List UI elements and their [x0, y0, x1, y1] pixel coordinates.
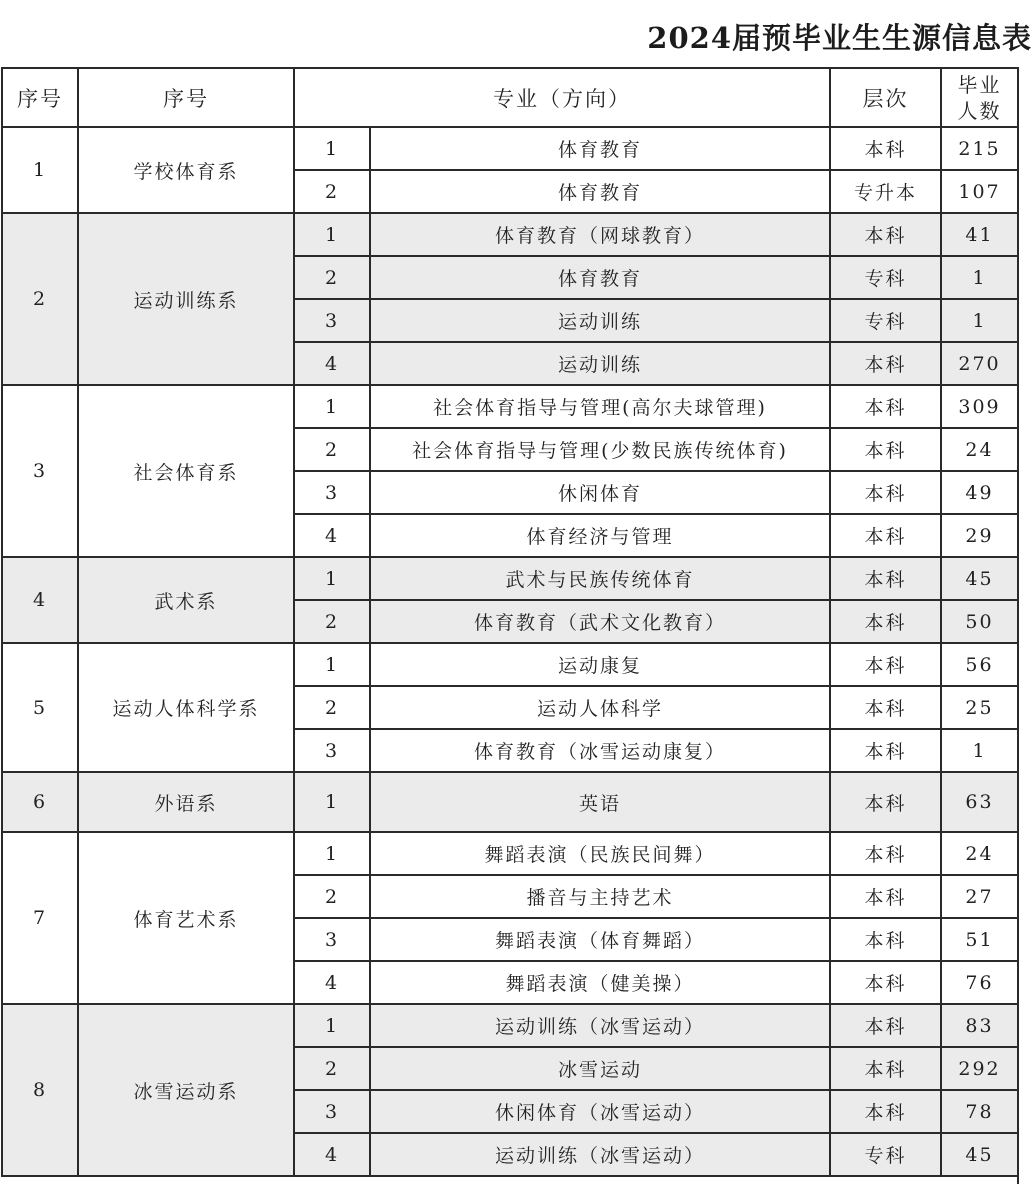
level-cell: 本科	[830, 1047, 941, 1090]
major-name-cell: 体育教育	[370, 127, 830, 170]
major-name-cell: 舞蹈表演（体育舞蹈）	[370, 918, 830, 961]
major-seq-cell: 2	[294, 600, 370, 643]
level-cell: 本科	[830, 213, 941, 256]
dept-name-cell: 体育艺术系	[78, 832, 294, 1004]
dept-seq-cell: 1	[2, 127, 78, 213]
level-cell: 本科	[830, 961, 941, 1004]
level-cell: 本科	[830, 772, 941, 832]
count-cell: 45	[941, 1133, 1018, 1176]
level-cell: 本科	[830, 875, 941, 918]
count-cell: 41	[941, 213, 1018, 256]
level-cell: 专科	[830, 299, 941, 342]
major-name-cell: 体育教育（武术文化教育）	[370, 600, 830, 643]
dept-seq-cell: 6	[2, 772, 78, 832]
level-cell: 本科	[830, 729, 941, 772]
header-level: 层次	[830, 68, 941, 127]
major-name-cell: 社会体育指导与管理(少数民族传统体育)	[370, 428, 830, 471]
major-name-cell: 运动人体科学	[370, 686, 830, 729]
level-cell: 本科	[830, 342, 941, 385]
title-bar	[0, 0, 1032, 68]
count-cell: 1	[941, 256, 1018, 299]
major-seq-cell: 3	[294, 729, 370, 772]
major-name-cell: 体育经济与管理	[370, 514, 830, 557]
level-cell: 专升本	[830, 170, 941, 213]
header-row	[2, 68, 1018, 127]
major-name-cell: 运动训练	[370, 299, 830, 342]
major-seq-cell: 1	[294, 772, 370, 832]
major-seq-cell: 1	[294, 1004, 370, 1047]
dept-name-cell: 运动训练系	[78, 213, 294, 385]
count-cell: 27	[941, 875, 1018, 918]
count-cell: 309	[941, 385, 1018, 428]
level-cell: 本科	[830, 918, 941, 961]
level-cell: 本科	[830, 643, 941, 686]
major-seq-cell: 1	[294, 213, 370, 256]
dept-seq-cell: 4	[2, 557, 78, 643]
major-name-cell: 运动训练	[370, 342, 830, 385]
count-cell: 50	[941, 600, 1018, 643]
dept-seq-cell: 7	[2, 832, 78, 1004]
major-seq-cell: 1	[294, 385, 370, 428]
level-cell: 本科	[830, 600, 941, 643]
major-seq-cell: 3	[294, 299, 370, 342]
table-row	[2, 1004, 1018, 1047]
major-name-cell: 社会体育指导与管理(高尔夫球管理)	[370, 385, 830, 428]
level-cell: 本科	[830, 385, 941, 428]
major-name-cell: 运动训练（冰雪运动）	[370, 1133, 830, 1176]
table-row	[2, 127, 1018, 170]
header-dept-seq: 序号	[78, 68, 294, 127]
count-cell: 270	[941, 342, 1018, 385]
count-cell: 292	[941, 1047, 1018, 1090]
major-name-cell: 运动训练（冰雪运动）	[370, 1004, 830, 1047]
count-cell: 78	[941, 1090, 1018, 1133]
major-name-cell: 休闲体育	[370, 471, 830, 514]
major-name-cell: 体育教育（冰雪运动康复）	[370, 729, 830, 772]
major-seq-cell: 1	[294, 832, 370, 875]
major-name-cell: 舞蹈表演（民族民间舞）	[370, 832, 830, 875]
level-cell: 本科	[830, 428, 941, 471]
dept-name-cell: 武术系	[78, 557, 294, 643]
major-name-cell: 休闲体育（冰雪运动）	[370, 1090, 830, 1133]
major-seq-cell: 2	[294, 686, 370, 729]
table-row	[2, 557, 1018, 600]
major-name-cell: 体育教育	[370, 170, 830, 213]
header-count-line2: 人数	[957, 98, 1002, 123]
header-count	[941, 68, 1018, 127]
major-seq-cell: 1	[294, 557, 370, 600]
level-cell: 本科	[830, 686, 941, 729]
major-name-cell: 运动康复	[370, 643, 830, 686]
level-cell: 本科	[830, 1004, 941, 1047]
major-name-cell: 舞蹈表演（健美操）	[370, 961, 830, 1004]
count-cell: 1	[941, 299, 1018, 342]
major-name-cell: 英语	[370, 772, 830, 832]
major-seq-cell: 3	[294, 1090, 370, 1133]
major-seq-cell: 2	[294, 428, 370, 471]
table-row	[2, 772, 1018, 832]
dept-name-cell: 外语系	[78, 772, 294, 832]
page-title: 2024届预毕业生生源信息表	[647, 21, 1032, 55]
count-cell: 29	[941, 514, 1018, 557]
header-major: 专业（方向）	[294, 68, 830, 127]
header-count-line1: 毕业	[957, 72, 1002, 97]
major-seq-cell: 2	[294, 875, 370, 918]
count-cell: 107	[941, 170, 1018, 213]
count-cell: 49	[941, 471, 1018, 514]
major-seq-cell: 1	[294, 643, 370, 686]
count-cell: 1	[941, 729, 1018, 772]
major-seq-cell: 2	[294, 170, 370, 213]
count-cell: 51	[941, 918, 1018, 961]
level-cell: 专科	[830, 256, 941, 299]
dept-name-cell: 冰雪运动系	[78, 1004, 294, 1176]
level-cell: 本科	[830, 557, 941, 600]
dept-seq-cell: 3	[2, 385, 78, 557]
dept-name-cell: 运动人体科学系	[78, 643, 294, 772]
major-seq-cell: 4	[294, 514, 370, 557]
major-name-cell: 体育教育（网球教育）	[370, 213, 830, 256]
dept-seq-cell: 2	[2, 213, 78, 385]
table-body	[2, 127, 1018, 1176]
graduate-info-table	[1, 67, 1019, 1177]
table-row	[2, 385, 1018, 428]
table-row	[2, 832, 1018, 875]
major-seq-cell: 2	[294, 1047, 370, 1090]
dept-seq-cell: 5	[2, 643, 78, 772]
level-cell: 本科	[830, 471, 941, 514]
major-seq-cell: 3	[294, 471, 370, 514]
major-seq-cell: 4	[294, 342, 370, 385]
level-cell: 本科	[830, 1090, 941, 1133]
header-seq: 序号	[2, 68, 78, 127]
major-seq-cell: 3	[294, 918, 370, 961]
count-cell: 83	[941, 1004, 1018, 1047]
table-right-edge	[1017, 67, 1032, 1184]
major-name-cell: 武术与民族传统体育	[370, 557, 830, 600]
count-cell: 56	[941, 643, 1018, 686]
major-name-cell: 冰雪运动	[370, 1047, 830, 1090]
count-cell: 25	[941, 686, 1018, 729]
count-cell: 45	[941, 557, 1018, 600]
count-cell: 24	[941, 428, 1018, 471]
table-row	[2, 643, 1018, 686]
table-row	[2, 213, 1018, 256]
level-cell: 本科	[830, 127, 941, 170]
major-seq-cell: 2	[294, 256, 370, 299]
major-seq-cell: 4	[294, 961, 370, 1004]
level-cell: 本科	[830, 514, 941, 557]
count-cell: 24	[941, 832, 1018, 875]
dept-name-cell: 学校体育系	[78, 127, 294, 213]
major-name-cell: 播音与主持艺术	[370, 875, 830, 918]
level-cell: 本科	[830, 832, 941, 875]
count-cell: 63	[941, 772, 1018, 832]
count-cell: 215	[941, 127, 1018, 170]
level-cell: 专科	[830, 1133, 941, 1176]
major-seq-cell: 4	[294, 1133, 370, 1176]
major-seq-cell: 1	[294, 127, 370, 170]
dept-name-cell: 社会体育系	[78, 385, 294, 557]
count-cell: 76	[941, 961, 1018, 1004]
major-name-cell: 体育教育	[370, 256, 830, 299]
dept-seq-cell: 8	[2, 1004, 78, 1176]
